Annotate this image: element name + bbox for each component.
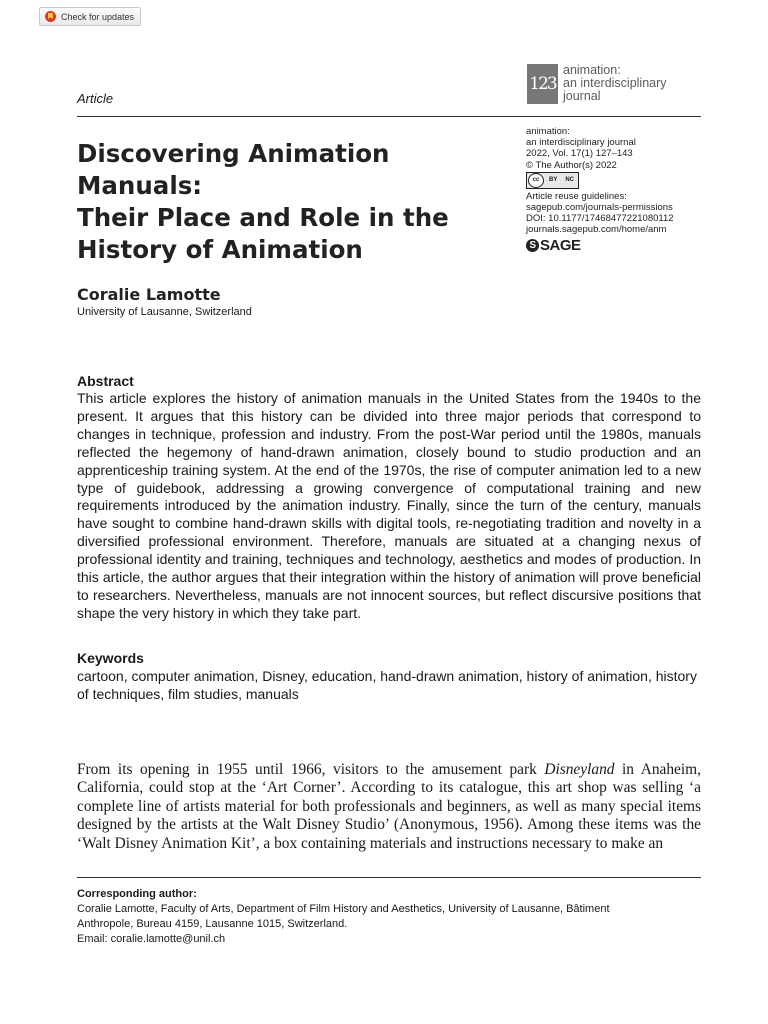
nc-label: NC <box>565 176 575 183</box>
by-label: BY <box>549 176 558 183</box>
journal-logo-name <box>563 64 667 103</box>
keywords-text: cartoon, computer animation, Disney, education, hand-drawn animation, history of animation, history of techniques, film studies, manuals <box>77 668 697 702</box>
corresponding-email[interactable]: Email: coralie.lamotte@unil.ch <box>77 933 226 945</box>
meta-copyright: © The Author(s) 2022 <box>526 159 617 171</box>
meta-journal: animation: <box>526 126 570 137</box>
title-line-3: History of Animation <box>77 235 363 264</box>
bookmark-icon <box>45 11 56 22</box>
sage-s-icon: S <box>526 239 539 252</box>
article-type: Article <box>77 91 114 106</box>
check-for-updates-button[interactable] <box>39 7 141 26</box>
journal-logo-line-3: journal <box>563 89 601 103</box>
sage-wordmark: SAGE <box>540 236 581 254</box>
journal-logo-mark: 123 <box>527 64 558 104</box>
cc-icon: cc <box>528 173 544 188</box>
article-title <box>77 138 522 266</box>
journal-logo <box>527 64 667 104</box>
title-line-1: Discovering Animation Manuals: <box>77 139 390 200</box>
journal-logo-line-2: an interdisciplinary <box>563 76 667 90</box>
corresponding-heading: Corresponding author: <box>77 888 197 900</box>
author-affiliation: University of Lausanne, Switzerland <box>77 306 252 318</box>
author-name: Coralie Lamotte <box>77 285 221 304</box>
footnote-divider <box>77 877 701 878</box>
meta-reuse-link[interactable]: sagepub.com/journals-permissions <box>526 202 673 214</box>
body-text-rest: in Anaheim, California, could stop at the ‘Art Corner’. According to its catalogue, this art shop was selling ‘a complete line of artists material for both professionals and beginners, as well as many special items designed by the artists at the Walt Disney Studio’ (Anonymous, 1956). Among these items was the ‘Walt Disney Animation Kit’, a box containing materials and instructions necessary to make an <box>77 761 701 852</box>
abstract-text: This article explores the history of animation manuals in the United States from the 1940s to the present. It argues that this history can be divided into three major periods that correspond to changes in technique, profession and industry. From the post-War period until the 1980s, manuals reflected the hegemony of hand-drawn animation, closely bound to studio production and an apprenticeship training system. At the end of the 1970s, the rise of computer animation led to a new type of guidebook, addressing a growing convergence of computational training and new requirements introduced by the animation industry. Finally, since the turn of the century, manuals have sought to combine hand-drawn skills with digital tools, re-negotiating tradition and novelty in a diversified professional environment. Therefore, manuals are situated at a changing nexus of professional identity and training, techniques and technology, aesthetics and modes of production. In this article, the author argues that their integration within the history of animation will prove beneficial to researchers. Nevertheless, manuals are not innocent sources, but reflect discursive positions that shape the very history in which they take part. <box>77 390 701 621</box>
sage-logo <box>526 236 706 254</box>
journal-logo-line-1: animation: <box>563 63 621 77</box>
meta-reuse-label: Article reuse guidelines: <box>526 190 627 202</box>
meta-home-link[interactable]: journals.sagepub.com/home/anm <box>526 224 667 236</box>
check-for-updates-label: Check for updates <box>61 11 135 22</box>
meta-journal-sub: an interdisciplinary journal <box>526 137 636 149</box>
article-metadata <box>526 126 706 252</box>
abstract-heading: Abstract <box>77 373 134 389</box>
body-italic-disneyland: Disneyland <box>544 761 615 778</box>
title-line-2: Their Place and Role in the <box>77 203 449 232</box>
corresponding-author <box>77 887 701 947</box>
meta-issue: 2022, Vol. 17(1) 127–143 <box>526 148 633 160</box>
header-divider <box>77 116 701 117</box>
meta-doi[interactable]: DOI: 10.1177/17468477221080112 <box>526 213 674 225</box>
keywords-heading: Keywords <box>77 650 144 666</box>
corresponding-line-2: Anthropole, Bureau 4159, Lausanne 1015, Switzerland. <box>77 918 348 930</box>
body-paragraph <box>77 761 701 853</box>
corresponding-line-1: Coralie Lamotte, Faculty of Arts, Department of Film History and Aesthetics, University of Lausanne, Bâtiment <box>77 903 610 915</box>
body-text-start: From its opening in 1955 until 1966, visitors to the amusement park <box>77 761 545 778</box>
cc-license-badge[interactable] <box>526 172 579 189</box>
